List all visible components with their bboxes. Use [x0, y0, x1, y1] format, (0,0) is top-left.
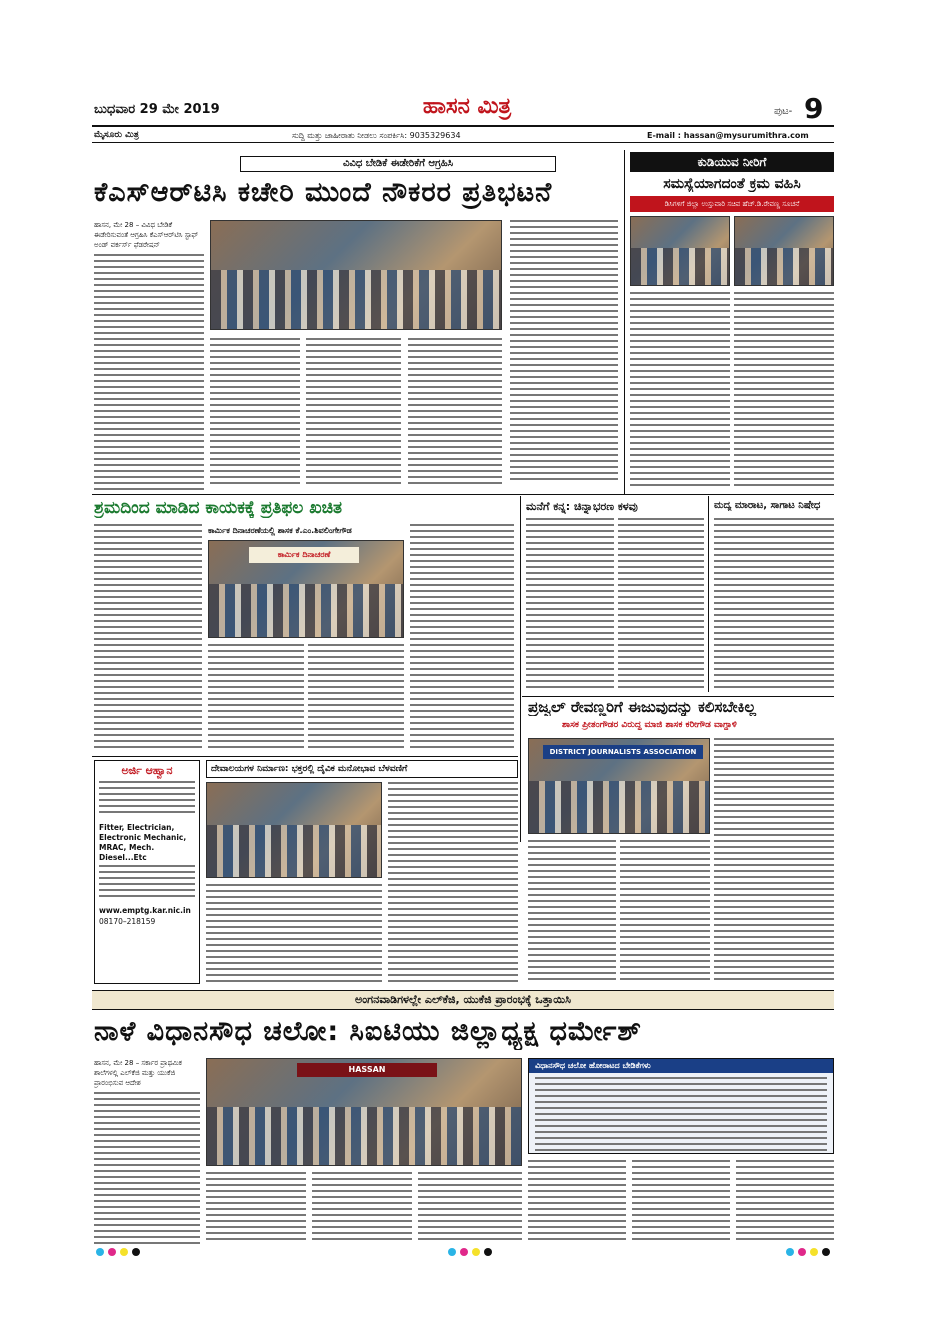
labour-day-photo: [208, 540, 404, 638]
registration-dot-magenta: [798, 1248, 806, 1256]
temple-text-col-1: [206, 884, 382, 984]
liquor-text: [714, 518, 834, 694]
bottom-text-col-7: [736, 1160, 834, 1244]
registration-dot-cyan: [96, 1248, 104, 1256]
applications-box: [94, 760, 200, 984]
liquor-headline: ಮದ್ಯ ಮಾರಾಟ, ಸಾಗಾಟ ನಿಷೇಧ: [714, 500, 821, 511]
registration-dot-yellow: [810, 1248, 818, 1256]
theft-text-col-2: [618, 518, 704, 694]
water-text-col-1: [630, 292, 730, 492]
shramadana-headline: ಶ್ರಮದಿಂದ ಮಾಡಿದ ಕಾಯಕಕ್ಕೆ ಪ್ರತಿಫಲ ಖಚಿತ: [94, 498, 343, 518]
page-number: 9: [804, 92, 824, 125]
lead-kicker: ವಿವಿಧ ಬೇಡಿಕೆ ಈಡೇರಿಕೆಗೆ ಆಗ್ರಹಿಸಿ: [240, 156, 556, 172]
protest-photo: [210, 220, 502, 330]
prajwal-text-col-2: [528, 840, 616, 984]
registration-dot-magenta: [108, 1248, 116, 1256]
applications-phone: 08170–218159: [99, 917, 156, 926]
registration-dot-yellow: [472, 1248, 480, 1256]
contact-line: ಸುದ್ದಿ ಮತ್ತು ಜಾಹೀರಾತು ನೀಡಲು ಸಂಪರ್ಕಿಸಿ: 9035329634: [292, 131, 461, 140]
applications-website: www.emptg.kar.nic.in: [99, 906, 191, 915]
registration-dot-cyan: [786, 1248, 794, 1256]
bottom-text-col-3: [312, 1172, 412, 1244]
demands-box: [528, 1058, 834, 1154]
labour-day-banner: ಕಾರ್ಮಿಕ ದಿನಾಚರಣೆ: [249, 547, 359, 563]
water-text-col-2: [734, 292, 834, 492]
page-label: ಪುಟ-: [774, 106, 793, 117]
prajwal-subhead: ಶಾಸಕ ಪ್ರೀತಂಗೌಡರ ವಿರುದ್ಧ ಮಾಜಿ ಶಾಸಕ ಕರೀಗೌಡ ವಾಗ್ದಾಳಿ: [562, 720, 737, 730]
lead-headline: ಕೆಎಸ್‌ಆರ್‌ಟಿಸಿ ಕಚೇರಿ ಮುಂದೆ ನೌಕರರ ಪ್ರತಿಭಟನೆ: [94, 177, 553, 208]
bottom-text-col-1: ಹಾಸನ, ಮೇ 28 – ಸರ್ಕಾರ ಪ್ರಾಥಮಿಕ ಶಾಲೆಗಳಲ್ಲಿ ಎಲ್‌ಕೆಜಿ ಮತ್ತು ಯುಕೆಜಿ ಪ್ರಾರಂಭಿಸುವ ಆದೇಶ: [94, 1058, 200, 1244]
prajwal-text-col-3: [620, 840, 710, 984]
bottom-kicker: ಅಂಗನವಾಡಿಗಳಲ್ಲೇ ಎಲ್‌ಕೆಜಿ, ಯುಕೆಜಿ ಪ್ರಾರಂಭಕ್ಕೆ ಒತ್ತಾಯಿಸಿ: [355, 993, 571, 1006]
temple-text-col-2: [388, 782, 518, 984]
registration-dot-magenta: [460, 1248, 468, 1256]
bottom-kicker-band: [92, 990, 834, 1010]
bottom-text-col-5: [528, 1160, 626, 1244]
water-subhead: ಡಿಸಿಗಳಿಗೆ ಜಿಲ್ಲಾ ಉಸ್ತುವಾರಿ ಸಚಿವ ಹೆಚ್.ಡಿ.ರೇವಣ್ಣ ಸೂಚನೆ: [630, 196, 834, 212]
lead-text-col-4: [408, 338, 502, 490]
press-meet-banner: DISTRICT JOURNALISTS ASSOCIATION: [543, 745, 703, 759]
citu-banner: HASSAN: [297, 1063, 437, 1077]
email-line: E-mail : hassan@mysurumithra.com: [647, 131, 809, 140]
bottom-text-col-2: [206, 1172, 306, 1244]
theft-text-col-1: [526, 518, 614, 694]
lead-text-col-1: ಹಾಸನ, ಮೇ 28 – ವಿವಿಧ ಬೇಡಿಕೆ ಈಡೇರಿಸುವಂತೆ ಆಗ್ರಹಿಸಿ ಕೆಎಸ್‌ಆರ್‌ಟಿಸಿ ಸ್ಟಾಫ್ ಅಂಡ್ ವರ್ಕರ್ಸ್ ಫೆಡರೇಷನ್: [94, 220, 204, 490]
masthead: [92, 92, 834, 144]
bottom-text-col-6: [632, 1160, 730, 1244]
registration-dot-black: [484, 1248, 492, 1256]
water-meeting-photo-1: [630, 216, 730, 286]
bottom-text-col-4: [418, 1172, 522, 1244]
shramadana-text-col-3: [308, 644, 404, 752]
registration-dot-cyan: [448, 1248, 456, 1256]
publisher-name: ಮೈಸೂರು ಮಿತ್ರ: [94, 130, 139, 140]
applications-trades: Fitter, Electrician, Electronic Mechanic, MRAC, Mech. Diesel...Etc: [99, 823, 187, 862]
demands-box-title: ವಿಧಾನಸೌಧ ಚಲೋ ಹೋರಾಟದ ಬೇಡಿಕೆಗಳು: [529, 1059, 833, 1073]
prajwal-headline: ಪ್ರಜ್ವಲ್ ರೇವಣ್ಣರಿಗೆ ಈಜುವುದನ್ನು ಕಲಿಸಬೇಕಿಲ್ಲ: [528, 698, 757, 716]
citu-press-photo: [206, 1058, 522, 1166]
theft-headline: ಮನೆಗೆ ಕನ್ನ: ಚಿನ್ನಾಭರಣ ಕಳವು: [526, 500, 638, 513]
lead-text-col-3: [306, 338, 401, 490]
registration-dot-black: [822, 1248, 830, 1256]
shramadana-text-col-2: [208, 644, 304, 752]
temple-photo: [206, 782, 382, 878]
shramadana-text-col-1: [94, 524, 202, 752]
water-headline: ಸಮಸ್ಯೆಯಾಗದಂತೆ ಕ್ರಮ ವಹಿಸಿ: [663, 176, 801, 192]
press-meet-photo: [528, 738, 710, 834]
shramadana-subhead: ಕಾರ್ಮಿಕ ದಿನಾಚರಣೆಯಲ್ಲಿ ಶಾಸಕ ಕೆ.ಎಂ.ಶಿವಲಿಂಗೇಗೌಡ: [208, 526, 352, 535]
registration-dot-yellow: [120, 1248, 128, 1256]
newspaper-page: [92, 92, 834, 1252]
temple-headline: ದೇವಾಲಯಗಳ ನಿರ್ಮಾಣ: ಭಕ್ತರಲ್ಲಿ ದೈವಿಕ ಮನೋಭಾವ ಬೆಳವಣಿಗೆ: [206, 760, 518, 778]
shramadana-text-col-4: [410, 524, 514, 752]
water-kicker: ಕುಡಿಯುವ ನೀರಿಗೆ: [630, 152, 834, 172]
paper-title: ಹಾಸನ ಮಿತ್ರ: [422, 94, 512, 119]
lead-text-col-2: [210, 338, 300, 490]
applications-headline: ಅರ್ಜಿ ಆಹ್ವಾನ: [121, 764, 173, 777]
water-meeting-photo-2: [734, 216, 834, 286]
prajwal-text-col-1: [714, 738, 834, 984]
bottom-headline: ನಾಳೆ ವಿಧಾನಸೌಧ ಚಲೋ: ಸಿಐಟಿಯು ಜಿಲ್ಲಾಧ್ಯಕ್ಷ ಧರ್ಮೇಶ್: [94, 1016, 642, 1047]
issue-date: ಬುಧವಾರ 29 ಮೇ 2019: [94, 102, 220, 117]
registration-dot-black: [132, 1248, 140, 1256]
lead-text-col-5: [510, 220, 618, 490]
